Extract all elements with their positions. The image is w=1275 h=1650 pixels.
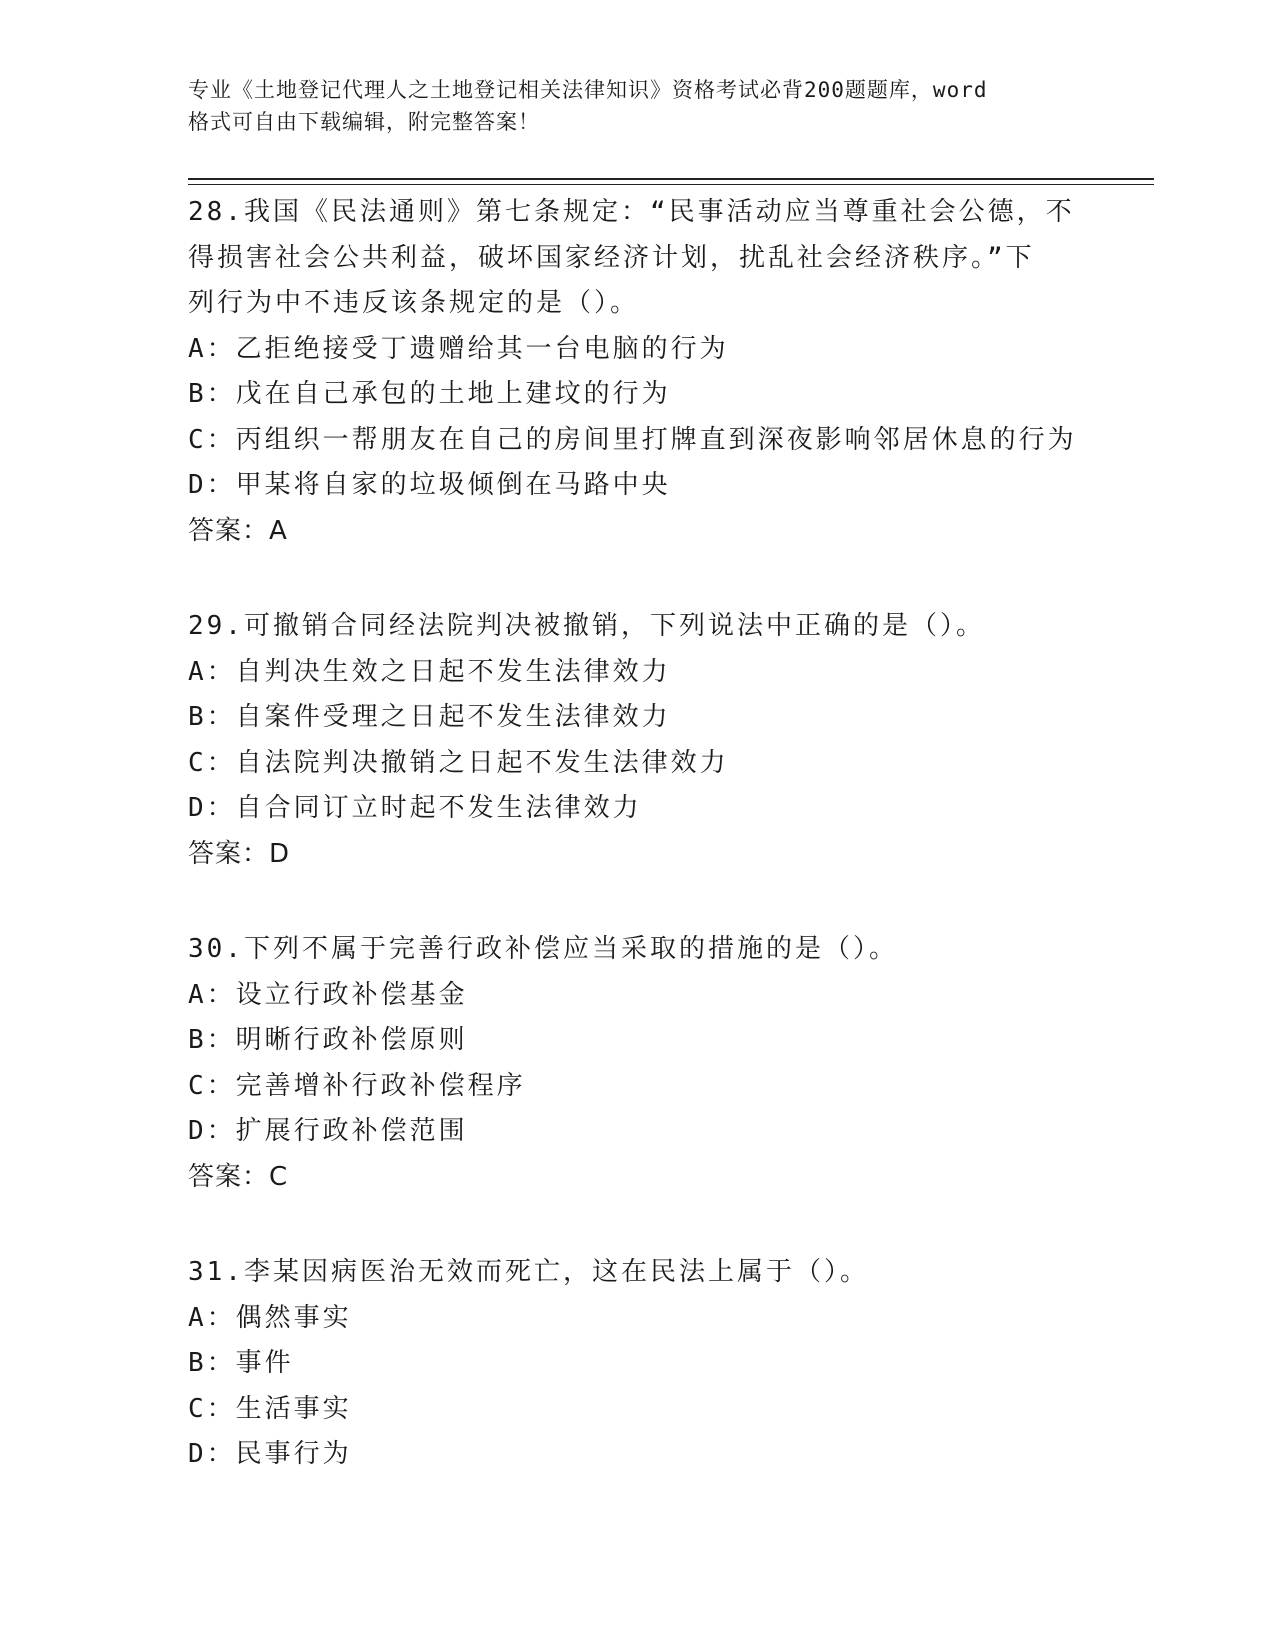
- question-31: [188, 1250, 1088, 1478]
- option-a: A：乙拒绝接受丁遗赠给其一台电脑的行为: [188, 333, 729, 364]
- option-b: B：自案件受理之日起不发生法律效力: [188, 702, 671, 732]
- answer-line: 答案：C: [188, 1161, 289, 1192]
- stem-line: 29.可撤销合同经法院判决被撤销，下列说法中正确的是（）。: [188, 611, 985, 641]
- answer-line: 答案：D: [188, 838, 291, 869]
- option-d: D：扩展行政补偿范围: [188, 1116, 468, 1146]
- header-line-2: 格式可自由下载编辑，附完整答案！: [188, 110, 540, 134]
- option-c: C：生活事实: [188, 1393, 352, 1424]
- header-line-1: 专业《土地登记代理人之土地登记相关法律知识》资格考试必背200题题库，word: [188, 78, 988, 102]
- question-stem: [188, 927, 1088, 973]
- stem-line: 30.下列不属于完善行政补偿应当采取的措施的是（）。: [188, 934, 898, 964]
- option-b: B：明晰行政补偿原则: [188, 1025, 468, 1055]
- question-list: [188, 190, 1088, 1528]
- option-b: B：事件: [188, 1348, 294, 1378]
- option-d: D：甲某将自家的垃圾倾倒在马路中央: [188, 470, 671, 500]
- question-stem: [188, 604, 1088, 650]
- option-c: C：自法院判决撤销之日起不发生法律效力: [188, 747, 729, 778]
- header-divider-thick: [188, 178, 1154, 180]
- option-d: D：民事行为: [188, 1439, 352, 1469]
- question-stem: [188, 1250, 1088, 1296]
- stem-line: 31.李某因病医治无效而死亡，这在民法上属于（）。: [188, 1257, 869, 1287]
- option-c: C：完善增补行政补偿程序: [188, 1070, 526, 1101]
- stem-line: 得损害社会公共利益，破坏国家经济计划，扰乱社会经济秩序。”下: [188, 242, 1035, 273]
- question-29: [188, 604, 1088, 877]
- option-b: B：戊在自己承包的土地上建坟的行为: [188, 379, 671, 409]
- option-d: D：自合同订立时起不发生法律效力: [188, 793, 642, 823]
- option-c: C：丙组织一帮朋友在自己的房间里打牌直到深夜影响邻居休息的行为: [188, 424, 1077, 455]
- document-header: [188, 74, 1088, 138]
- question-30: [188, 927, 1088, 1200]
- stem-line: 28.我国《民法通则》第七条规定：“民事活动应当尊重社会公德，不: [188, 197, 1075, 227]
- header-divider-thin: [188, 184, 1154, 185]
- stem-line: 列行为中不违反该条规定的是（）。: [188, 288, 640, 318]
- option-a: A：偶然事实: [188, 1302, 352, 1333]
- question-28: [188, 190, 1088, 554]
- option-a: A：设立行政补偿基金: [188, 979, 468, 1010]
- question-stem: [188, 190, 1088, 327]
- answer-line: 答案：A: [188, 515, 288, 546]
- option-a: A：自判决生效之日起不发生法律效力: [188, 656, 671, 687]
